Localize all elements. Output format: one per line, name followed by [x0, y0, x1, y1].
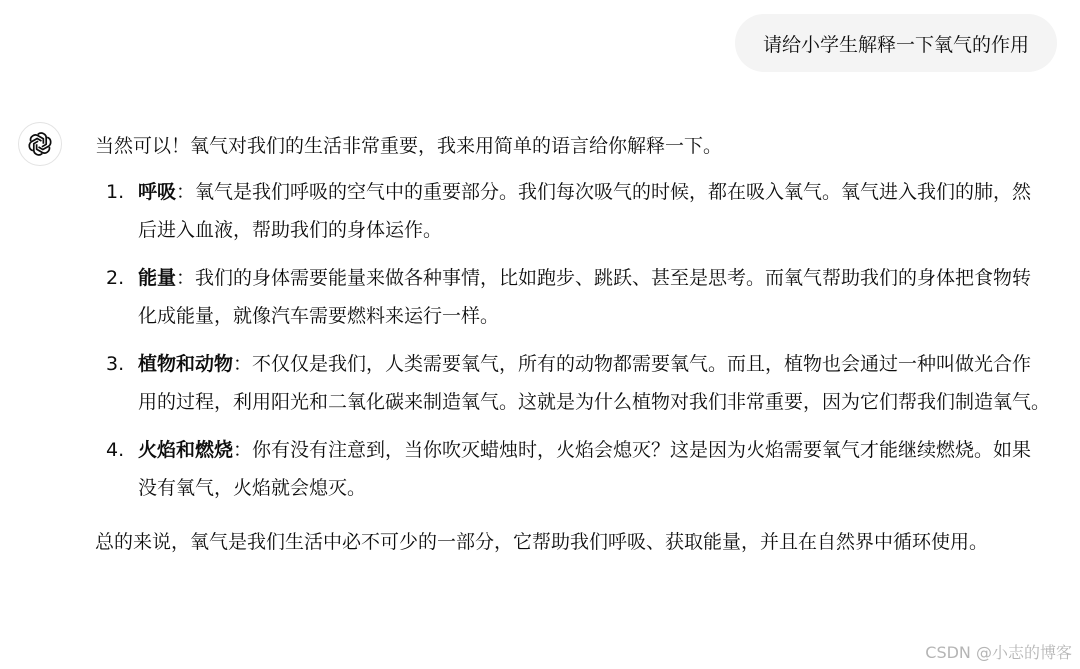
list-item-number: 1. — [106, 181, 125, 203]
assistant-avatar — [18, 122, 62, 166]
list-item — [95, 431, 1050, 507]
assistant-message — [95, 127, 1050, 561]
answer-summary: 总的来说，氧气是我们生活中必不可少的一部分，它帮助我们呼吸、获取能量，并且在自然界中循环使用。 — [95, 531, 989, 553]
list-item — [95, 345, 1050, 421]
user-message-bubble — [735, 14, 1057, 72]
answer-intro: 当然可以！氧气对我们的生活非常重要，我来用简单的语言给你解释一下。 — [95, 135, 723, 157]
list-item-text: ：我们的身体需要能量来做各种事情，比如跑步、跳跃、甚至是思考。而氧气帮助我们的身体把食物转化成能量，就像汽车需要燃料来运行一样。 — [138, 267, 1032, 327]
list-item-number: 4. — [106, 439, 125, 461]
list-item — [95, 259, 1050, 335]
list-item-number: 2. — [106, 267, 125, 289]
openai-logo-icon — [26, 130, 54, 158]
list-item-number: 3. — [106, 353, 125, 375]
answer-points-list — [95, 173, 1050, 507]
list-item-term: 火焰和燃烧 — [138, 439, 234, 461]
list-item-term: 植物和动物 — [138, 353, 234, 375]
list-item-text: ：不仅仅是我们，人类需要氧气，所有的动物都需要氧气。而且，植物也会通过一种叫做光合作用的过程，利用阳光和二氧化碳来制造氧气。这就是为什么植物对我们非常重要，因为它们帮我们制造氧气。 — [138, 353, 1051, 413]
list-item-term: 呼吸 — [138, 181, 177, 203]
list-item — [95, 173, 1050, 249]
watermark: CSDN @小志的博客 — [925, 643, 1072, 662]
user-message-text: 请给小学生解释一下氧气的作用 — [762, 33, 1029, 56]
list-item-text: ：你有没有注意到，当你吹灭蜡烛时，火焰会熄灭？这是因为火焰需要氧气才能继续燃烧。如果没有氧气，火焰就会熄灭。 — [138, 439, 1032, 499]
list-item-text: ：氧气是我们呼吸的空气中的重要部分。我们每次吸气的时候，都在吸入氧气。氧气进入我们的肺，然后进入血液，帮助我们的身体运作。 — [138, 181, 1032, 241]
list-item-term: 能量 — [138, 267, 177, 289]
